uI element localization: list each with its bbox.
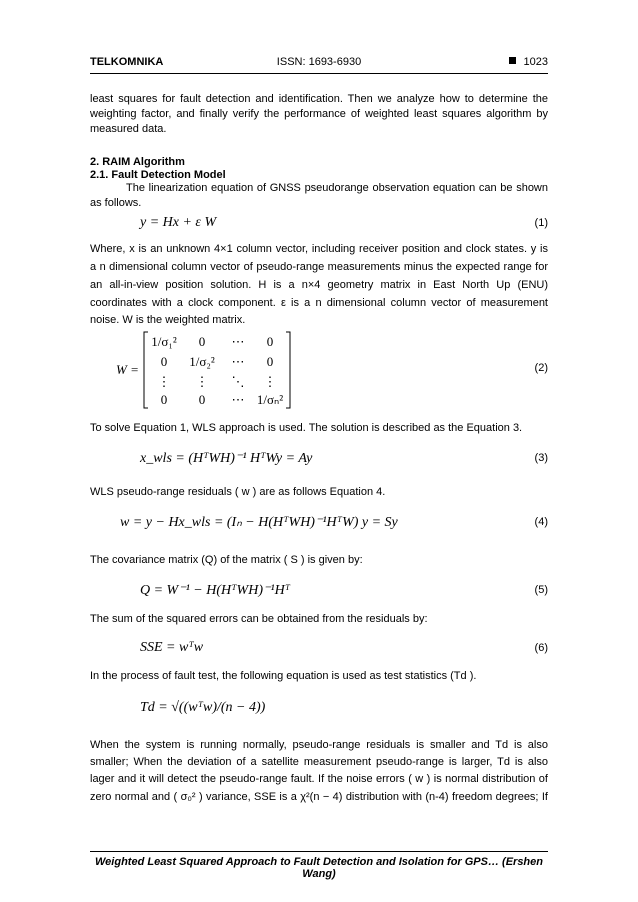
equation-1-number: (1) [534, 217, 548, 229]
journal-name: TELKOMNIKA [90, 56, 164, 68]
page-number-group [509, 56, 548, 68]
intro-paragraph: least squares for fault detection and identification. Then we analyze how to determine the weighting factor, and finally verify the performance of weighted least squares algorithm by measured data. [90, 93, 548, 135]
header-rule [90, 73, 548, 74]
linearization-paragraph: The linearization equation of GNSS pseudorange observation equation can be shown as follows. [90, 182, 548, 209]
matrix-cell: 0 [198, 392, 206, 407]
matrix-cell: 1/σₙ² [256, 392, 284, 407]
sse-paragraph: The sum of the squared errors can be obtained from the residuals by: [90, 613, 428, 625]
running-footer: Weighted Least Squared Approach to Fault Detection and Isolation for GPS… (Ershen Wang) [95, 856, 543, 880]
running-header [90, 56, 548, 74]
equation-2-number: (2) [534, 362, 548, 374]
equation-5 [90, 582, 548, 604]
matrix-cell: ⋯ [231, 334, 245, 349]
section-title: 2. RAIM Algorithm [90, 156, 185, 168]
page-number: 1023 [523, 56, 548, 68]
square-bullet-icon [509, 57, 516, 64]
equation-1 [90, 215, 548, 237]
where-line-3: an all-in-view position solution. H is a n×4 geometry matrix in East North Up (ENU) [90, 279, 548, 291]
where-line-2: a n dimensional column vector of pseudo-range measurements minus the expected range for [90, 261, 548, 273]
equation-1-formula: y = Hx + ε W [140, 215, 217, 230]
equation-3 [90, 450, 548, 472]
matrix-cell: 0 [198, 334, 206, 349]
matrix-cells [151, 334, 283, 407]
matrix-cell: ⋯ [231, 392, 245, 407]
equation-5-formula: Q = W⁻¹ − H(HᵀWH)⁻¹Hᵀ [140, 583, 291, 598]
solve-paragraph: To solve Equation 1, WLS approach is used. The solution is described as the Equation 3. [90, 422, 523, 434]
subsection-title: 2.1. Fault Detection Model [90, 169, 226, 181]
issn: ISSN: 1693-6930 [276, 56, 362, 68]
equation-3-formula: x_wls = (HᵀWH)⁻¹ HᵀWy = Ay [140, 451, 313, 466]
equation-6-number: (6) [534, 642, 548, 654]
test-paragraph: In the process of fault test, the following equation is used as test statistics (Td ). [90, 670, 477, 682]
matrix-cell: 1/σ₂² [189, 354, 215, 369]
final-line-3: lager and it will detect the pseudo-range fault. If the noise errors ( w ) is normal distribution of [90, 773, 548, 785]
covariance-paragraph: The covariance matrix (Q) of the matrix ( S ) is given by: [90, 554, 363, 566]
matrix-left-bracket [144, 332, 148, 408]
matrix-cell: 1/σ₁² [151, 334, 177, 349]
equation-6-formula: SSE = wᵀw [140, 640, 204, 655]
matrix-cell: ⋮ [195, 374, 209, 389]
equation-2-lhs: W = [116, 362, 139, 377]
final-line-4: zero normal and ( σ₀² ) variance, SSE is a χ²(n − 4) distribution with (n-4) freedom degrees; If [90, 791, 548, 803]
matrix-cell: 0 [266, 354, 274, 369]
equation-7-formula: Td = √((wᵀw)/(n − 4)) [140, 700, 266, 715]
weight-matrix [142, 330, 322, 410]
matrix-cell: ⋱ [231, 374, 245, 389]
matrix-cell: ⋯ [231, 354, 245, 369]
matrix-cell: ⋮ [157, 374, 171, 389]
matrix-cell: 0 [160, 392, 168, 407]
equation-4-number: (4) [534, 516, 548, 528]
equation-4-formula: w = y − Hx_wls = (Iₙ − H(HᵀWH)⁻¹HᵀW) y = Sy [120, 515, 398, 530]
equation-6 [90, 640, 548, 662]
matrix-right-bracket [286, 332, 290, 408]
final-line-2: smaller; When the deviation of a satellite measurement pseudo-range is larger, Td is also [90, 756, 548, 768]
equation-5-number: (5) [534, 584, 548, 596]
matrix-cell: 0 [160, 354, 168, 369]
matrix-cell: ⋮ [263, 374, 277, 389]
footer-rule [90, 851, 548, 852]
residuals-paragraph: WLS pseudo-range residuals ( w ) are as follows Equation 4. [90, 486, 386, 498]
where-line-4: coordinates with a clock component. ε is a n dimensional column vector of measurement [90, 297, 548, 309]
final-line-1: When the system is running normally, pseudo-range residuals is smaller and Td is also [90, 739, 548, 751]
equation-2 [90, 330, 548, 410]
where-line-5: noise. W is the weighted matrix. [90, 314, 246, 326]
equation-4 [90, 514, 548, 536]
matrix-cell: 0 [266, 334, 274, 349]
equation-7 [90, 700, 548, 722]
equation-3-number: (3) [534, 452, 548, 464]
where-line-1: Where, x is an unknown 4×1 column vector, including receiver position and clock states. y is [90, 243, 548, 255]
